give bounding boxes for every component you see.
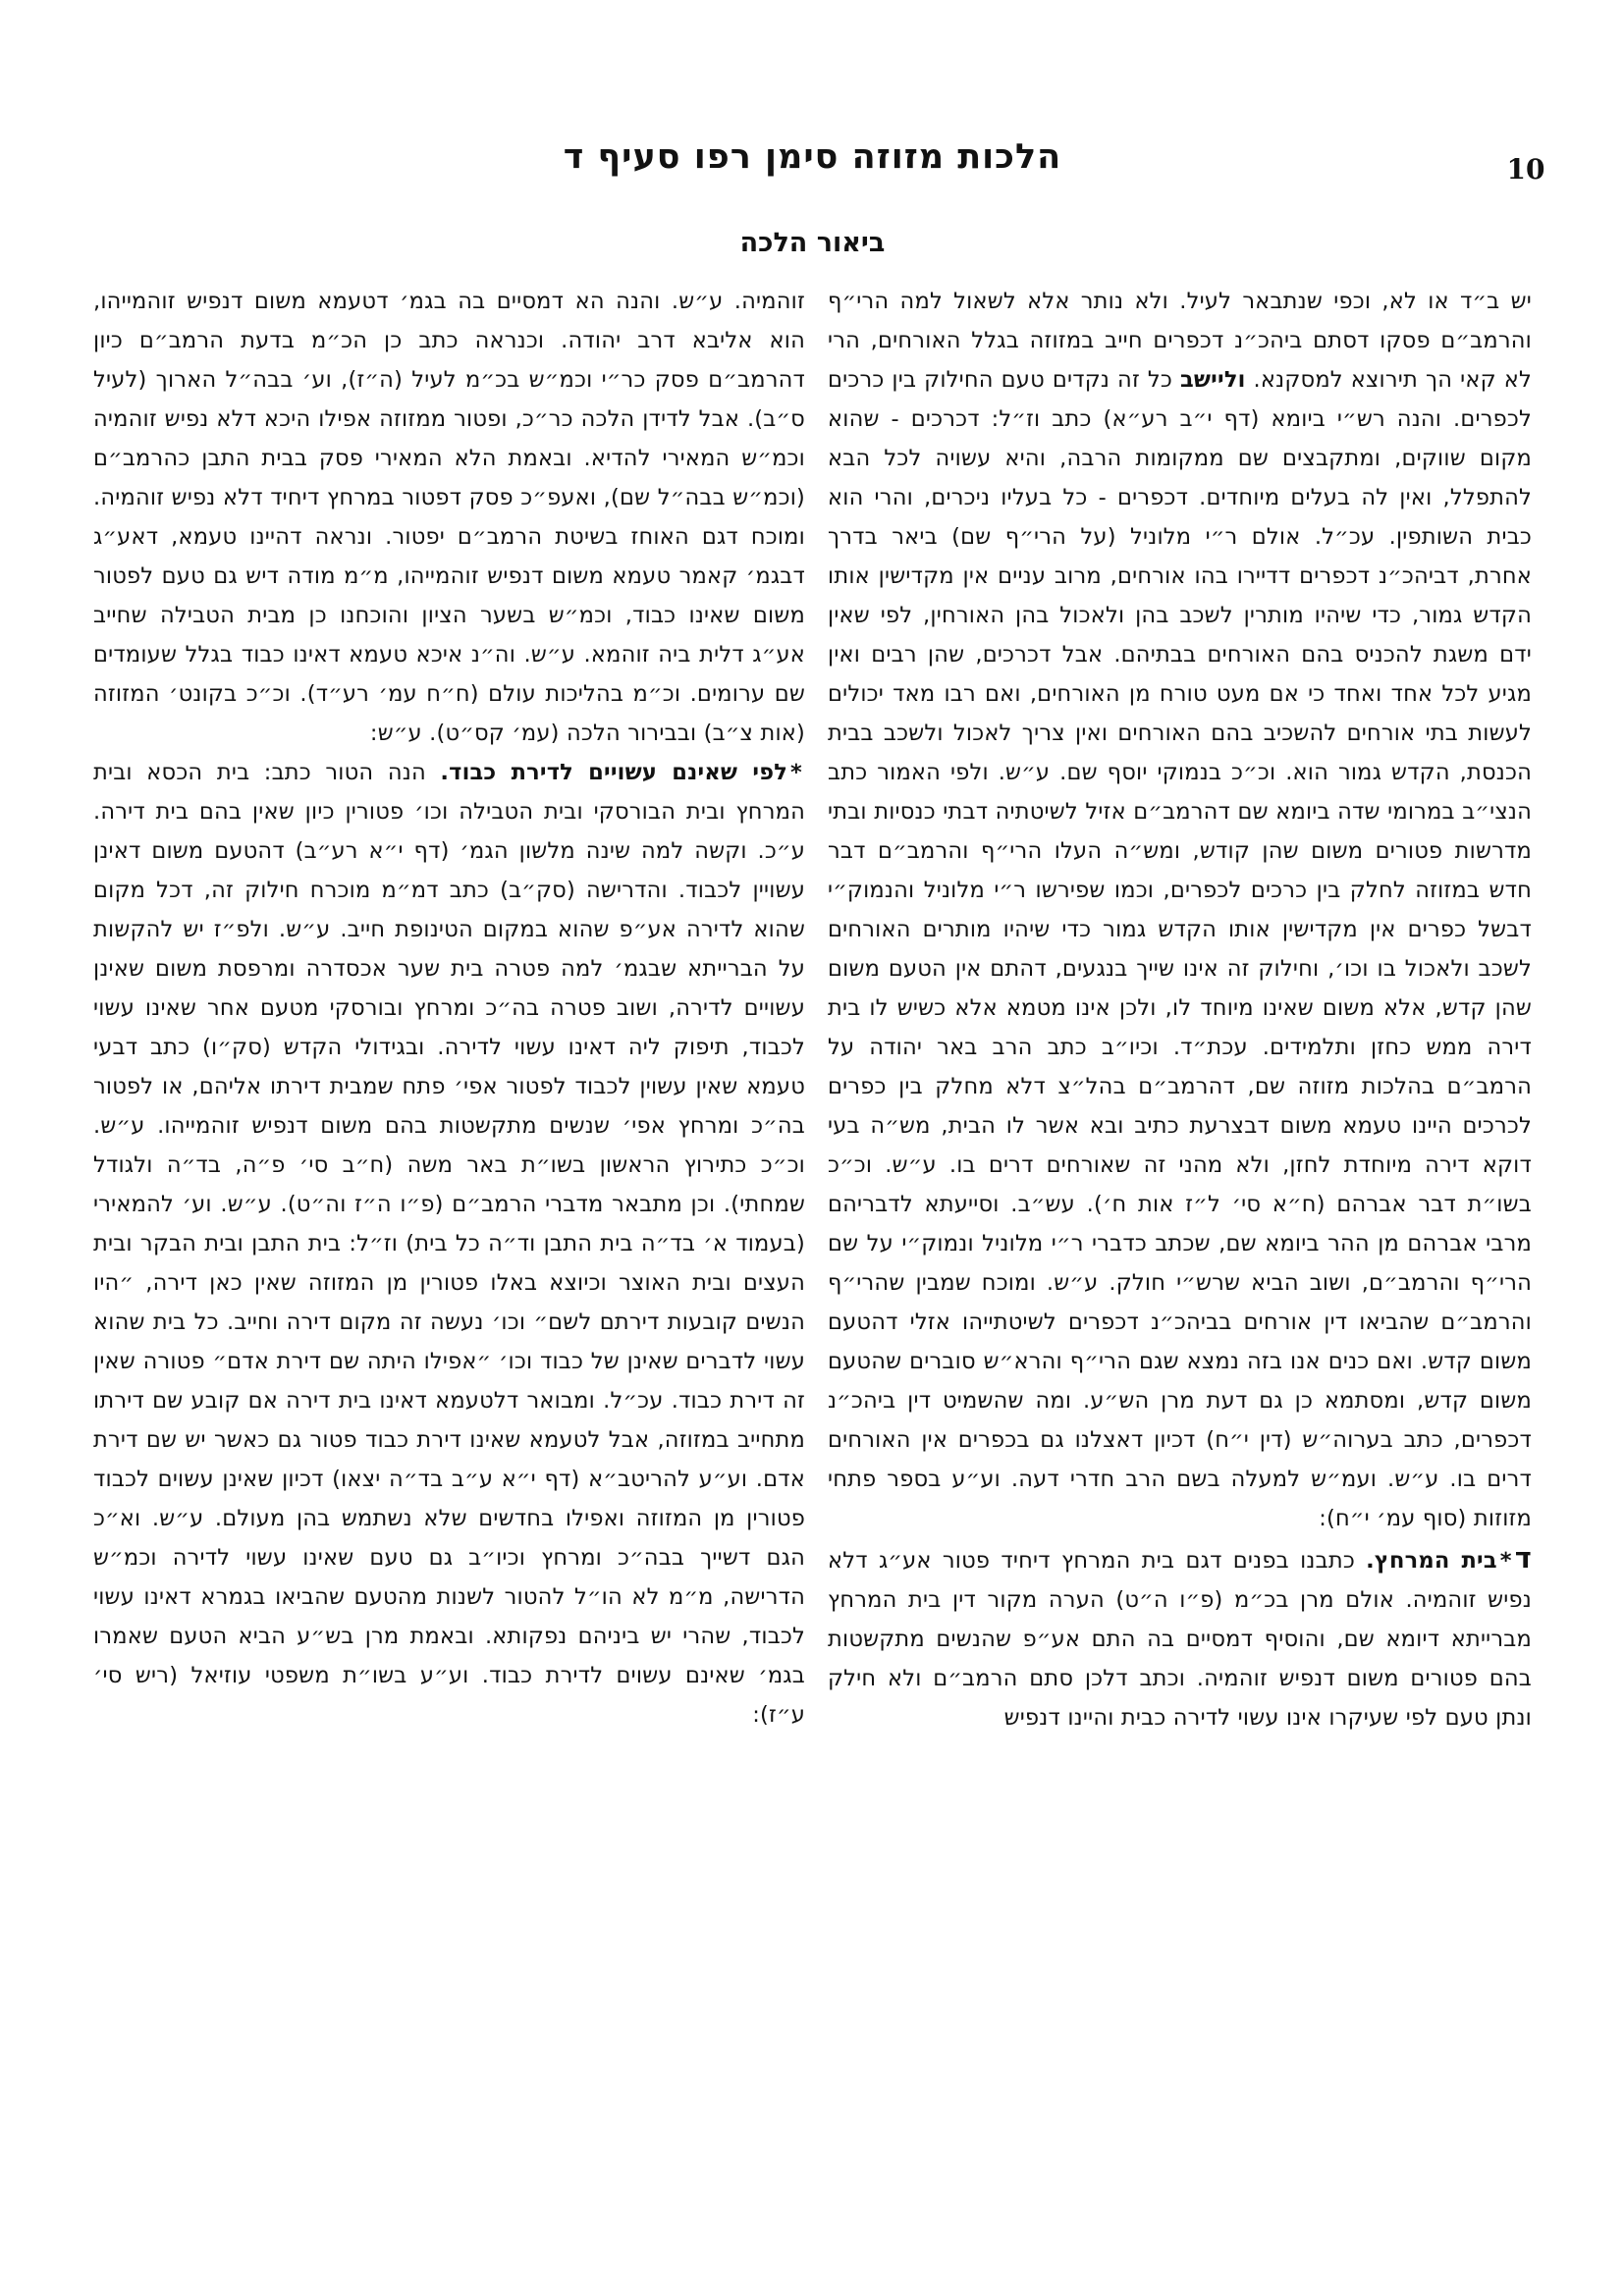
paragraph — [93, 753, 805, 1735]
left-text-column — [93, 282, 805, 1735]
paragraph-lead-title: בית המרחץ. — [1366, 1548, 1497, 1574]
paragraph — [93, 282, 805, 753]
paragraph — [828, 1538, 1532, 1737]
page-number: 10 — [1506, 153, 1545, 186]
paragraph-text: יש ב״ד או לא, וכפי שנתבאר לעיל. ולא נותר אלא לשאול למה הרי״ף והרמב״ם פסקו דסתם ביהכ״נ דכפרים חייב במזוזה בגלל האורחים, הרי לא קאי הך תירוצא למסקנא. — [828, 289, 1532, 393]
page-title: הלכות מזוזה סימן רפו סעיף ד — [563, 137, 1062, 177]
inline-bold-word: וליישב — [1180, 367, 1246, 393]
paragraph-text: כתבנו בפנים דגם בית המרחץ דיחיד פטור אע״ג דלא נפיש זוהמיה. אולם מרן בכ״מ (פ״ו ה״ט) הערה מקור דין בית המרחץ מברייתא דיומא שם, והוסיף דמסיים בה התם אע״פ שהנשים מתקשטות בהם פטורים משום דנפיש זוהמיה. וכתב דלכן סתם הרמב״ם ולא חילק ונתן טעם לפי שעיקרו אינו עשוי לדירה כבית והיינו דנפיש — [828, 1548, 1532, 1731]
paragraph-star-marker: * — [1499, 1548, 1512, 1574]
right-text-column — [828, 282, 1532, 1737]
paragraph-text: כל זה נקדים טעם החילוק בין כרכים לכפרים. והנה רש״י ביומא (דף י״ב רע״א) כתב וז״ל: דכרכים - שהוא מקום שווקים, ומתקבצים שם ממקומות הרבה, והיא עשויה לכל הבא להתפלל, ואין לה בעלים מיוחדים. דכפרים - כל בעליו ניכרים, והרי הוא כבית השותפין. עכ״ל. אולם ר״י מלוניל (על הרי״ף שם) ביאר בדרך אחרת, דביהכ״נ דכפרים דדיירו בהו אורחים, מרוב עניים אין מקדישין אותו הקדש גמור, כדי שיהיו מותרין לשכב בהן ולאכול בהן האורחין, לפי שאין ידם משגת להכניס בהם האורחים בבתיהם. אבל דכרכים, שהן רבים ואין מגיע לכל אחד ואחד כי אם מעט טורח מן האורחים, ואם רבו מאד יכולים לעשות בתי אורחים להשכיב בהם האורחים ואין צריך לאכול ולשכב בבית הכנסת, הקדש גמור הוא. וכ״כ בנמוקי יוסף שם. ע״ש. ולפי האמור כתב הנצי״ב במרומי שדה ביומא שם דהרמב״ם אזיל לשיטתיה דבתי כנסיות ובתי מדרשות פטורים משום שהן קודש, ומש״ה העלו הרי״ף והרמב״ם דבר חדש במזוזה לחלק בין כרכים לכפרים, וכמו שפירשו ר״י מלוניל והנמוק״י דבשל כפרים אין מקדישין אותו הקדש גמור כדי שיהיו מותרים האורחים לשכב ולאכול בו וכו׳, וחילוק זה אינו שייך בנגעים, דהתם אין הטעם משום שהן קדש, אלא משום שאינו מיוחד לו, ולכן אינו מטמא אלא כשיש לו בית דירה ממש כחזן ותלמידים. עכת״ד. וכיו״ב כתב הרב באר יהודה על הרמב״ם בהלכות מזוזה שם, דהרמב״ם בהל״צ דלא מחלק בין כפרים לכרכים היינו טעמא משום דבצרעת כתיב ובא אשר לו הבית, מש״ה בעי דוקא דירה מיוחדת לחזן, ולא מהני זה שאורחים דרים בו. ע״ש. וכ״כ בשו״ת דבר אברהם (ח״א סי׳ ל״ז אות ח׳). עש״ב. וסייעתא לדבריהם מרבי אברהם מן ההר ביומא שם, שכתב כדברי ר״י מלוניל ונמוק״י על שם הרי״ף והרמב״ם, ושוב הביא שרש״י חולק. ע״ש. ומוכח שמבין שהרי״ף והרמב״ם שהביאו דין אורחים בביהכ״נ דכפרים לשיטתייהו אזלי דהטעם משום קדש. ואם כנים אנו בזה נמצא שגם הרי״ף והרא״ש סוברים שהטעם משום קדש, ומסתמא כן גם דעת מרן הש״ע. ומה שהשמיט דין ביהכ״נ דכפרים, כתב בערוה״ש (דין י״ח) דכיון דאצלנו גם בכפרים אין האורחים דרים בו. ע״ש. ועמ״ש למעלה בשם הרב חדרי דעה. וע״ע בספר פתחי מזוזות (סוף עמ׳ י״ח): — [828, 367, 1532, 1531]
paragraph-text: הנה הטור כתב: בית הכסא ובית המרחץ ובית הבורסקי ובית הטבילה וכו׳ פטורין כיון שאין בהם בית דירה. ע״כ. וקשה למה שינה מלשון הגמ׳ (דף י״א רע״ב) דהטעם משום דאינן עשויין לכבוד. והדרישה (סק״ב) כתב דמ״מ מוכרח חילוק זה, דכל מקום שהוא לדירה אע״פ שהוא במקום הטינופת חייב. ע״ש. ולפ״ז יש להקשות על הברייתא שבגמ׳ למה פטרה בית שער אכסדרה ומרפסת משום שאינן עשויים לדירה, ושוב פטרה בה״כ ומרחץ ובורסקי מטעם אחר שאינו עשוי לכבוד, תיפוק ליה דאינו עשוי לדירה. ובגידולי הקדש (סק״ו) כתב דבעי טעמא שאין עשוין לכבוד לפטור אפי׳ פתח שמבית דירתו אליהם, או לפטור בה״כ ומרחץ אפי׳ שנשים מתקשטות בהם משום דנפיש זוהמייהו. ע״ש. וכ״כ כתירוץ הראשון בשו״ת באר משה (ח״ב סי׳ פ״ה, בד״ה ולגודל שמחתי). וכן מתבאר מדברי הרמב״ם (פ״ו ה״ז וה״ט). ע״ש. וע׳ להמאירי (בעמוד א׳ בד״ה בית התבן וד״ה כל בית) וז״ל: בית התבן ובית הבקר ובית העצים ובית האוצר וכיוצא באלו פטורין מן המזוזה שאין כאן דירה, ״היו הנשים קובעות דירתם לשם״ וכו׳ נעשה זה מקום דירה וחייב. כל בית שהוא עשוי לדברים שאינן של כבוד וכו׳ ״אפילו היתה שם דירת אדם״ פטורה שאין זה דירת כבוד. עכ״ל. ומבואר דלטעמא דאינו בית דירה אם קובע שם דירתו מתחייב במזוזה, אבל לטעמא שאינו דירת כבוד פטור גם כאשר יש שם דירת אדם. וע״ע להריטב״א (דף י״א ע״ב בד״ה יצאו) דכיון שאינן עשוים לכבוד פטורין מן המזוזה ואפילו בחדשים שלא נשתמש בהן מעולם. ע״ש. וא״כ הגם דשייך בבה״כ ומרחץ וכיו״ב גם טעם שאינו עשוי לדירה וכמ״ש הדרישה, מ״מ לא הו״ל להטור לשנות מהטעם שהביאו בגמרא דאינו עשוי לכבוד, שהרי יש ביניהם נפקותא. ובאמת מרן בש״ע הביא הטעם שאמרו בגמ׳ שאינם עשוים לדירת כבוד. וע״ע בשו״ת משפטי עוזיאל (ריש סי׳ ע״ז): — [93, 760, 805, 1728]
paragraph — [828, 282, 1532, 1538]
paragraph-text: זוהמיה. ע״ש. והנה הא דמסיים בה בגמ׳ דטעמא משום דנפיש זוהמייהו, הוא אליבא דרב יהודה. וכנראה כתב כן הכ״מ בדעת הרמב״ם כיון דהרמב״ם פסק כר״י וכמ״ש בכ״מ לעיל (ה״ז), וע׳ בבה״ל הארוך (לעיל ס״ב). אבל לדידן הלכה כר״כ, ופטור ממזוזה אפילו היכא דלא נפיש זוהמיה וכמ״ש המאירי להדיא. ובאמת הלא המאירי פסק בבית התבן כהרמב״ם (וכמ״ש בבה״ל שם), ואעפ״כ פסק דפטור במרחץ דיחיד דלא נפיש זוהמיה. ומוכח דגם האוחז בשיטת הרמב״ם יפטור. ונראה דהיינו טעמא, דאע״ג דבגמ׳ קאמר טעמא משום דנפיש זוהמייהו, מ״מ מודה דיש גם טעם לפטור משום שאינו כבוד, וכמ״ש בשער הציון והוכחנו כן מבית הטבילה שחייב אע״ג דלית ביה זוהמא. ע״ש. וה״נ איכא טעמא דאינו כבוד בגלל שעומדים שם ערומים. וכ״מ בהליכות עולם (ח״ח עמ׳ רע״ד). וכ״כ בקונט׳ המזוזה (אות צ״ב) ובבירור הלכה (עמ׳ קס״ט). ע״ש: — [93, 289, 805, 746]
paragraph-initial-letter: ד — [1514, 1541, 1533, 1575]
paragraph-lead-title: לפי שאינם עשויים לדירת כבוד. — [440, 760, 788, 785]
section-heading: ביאור הלכה — [739, 228, 886, 258]
paragraph-star-marker: * — [790, 760, 802, 785]
